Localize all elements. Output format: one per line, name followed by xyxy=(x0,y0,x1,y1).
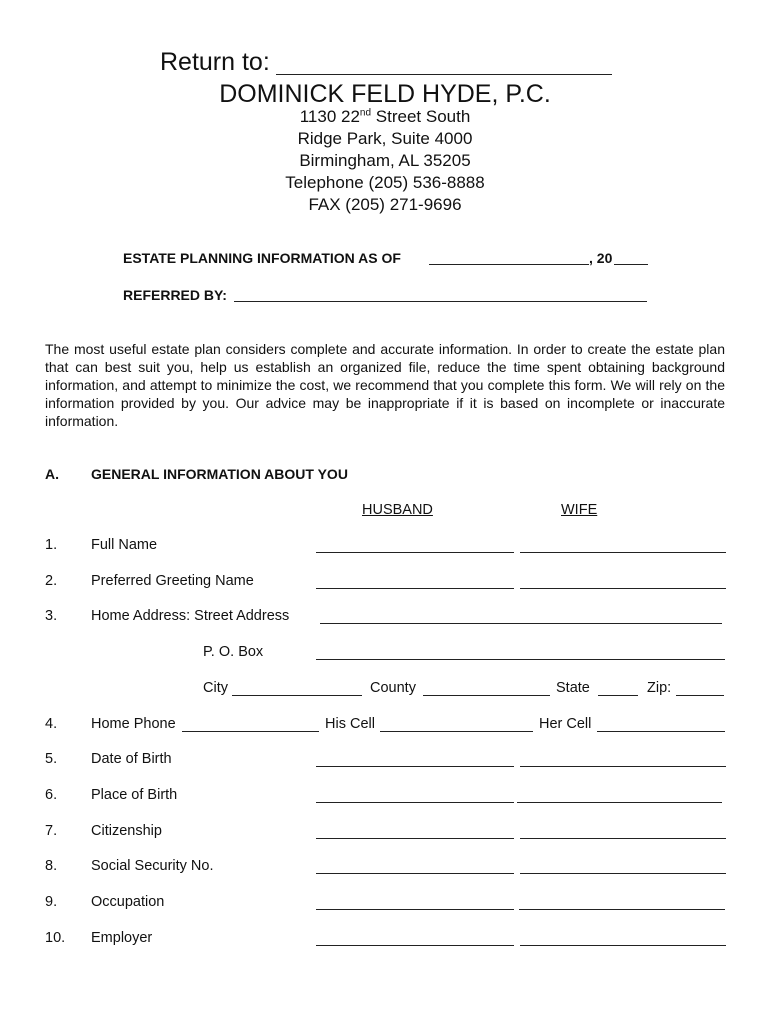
greeting-name-wife-field[interactable] xyxy=(520,588,726,589)
item-number: 3. xyxy=(45,608,58,624)
city-label: City xyxy=(203,680,228,696)
employer-label: Employer xyxy=(91,930,153,946)
item-number: 2. xyxy=(45,573,58,589)
estate-year-field[interactable] xyxy=(614,264,648,265)
referred-by-label: REFERRED BY: xyxy=(123,287,227,303)
his-cell-label: His Cell xyxy=(325,716,375,732)
column-wife: WIFE xyxy=(561,502,598,518)
occupation-wife-field[interactable] xyxy=(519,909,725,910)
her-cell-field[interactable] xyxy=(597,731,725,732)
estate-info-label: ESTATE PLANNING INFORMATION AS OF xyxy=(123,250,401,266)
dob-wife-field[interactable] xyxy=(520,766,726,767)
intro-paragraph: The most useful estate plan considers complete and accurate information. In order to create the estate plan that can best suit you, help us establish an organized file, reduce the time spent obtaining background information, and attempt to minimize the cost, we recommend that you complete this form. We will rely on the information provided by you. Our advice may be inappropriate if it is based on incomplete or inaccurate information. xyxy=(45,341,725,429)
occupation-husband-field[interactable] xyxy=(316,909,514,910)
po-box-field[interactable] xyxy=(316,659,725,660)
item-number: 4. xyxy=(45,716,58,732)
return-to-field[interactable] xyxy=(276,74,612,75)
ssn-husband-field[interactable] xyxy=(316,873,514,874)
ssn-label: Social Security No. xyxy=(91,858,214,874)
street-address-field[interactable] xyxy=(320,623,722,624)
address-line2: Ridge Park, Suite 4000 xyxy=(297,129,473,148)
home-phone-label: Home Phone xyxy=(91,716,176,732)
citizenship-husband-field[interactable] xyxy=(316,838,514,839)
full-name-husband-field[interactable] xyxy=(316,552,514,553)
full-name-label: Full Name xyxy=(91,537,158,553)
state-field[interactable] xyxy=(598,695,638,696)
estate-date-field[interactable] xyxy=(429,264,589,265)
date-of-birth-label: Date of Birth xyxy=(91,751,172,767)
item-number: 9. xyxy=(45,894,58,910)
zip-label: Zip: xyxy=(647,680,672,696)
pob-husband-field[interactable] xyxy=(316,802,514,803)
employer-wife-field[interactable] xyxy=(520,945,726,946)
telephone: Telephone (205) 536-8888 xyxy=(285,173,485,192)
return-to-label: Return to: xyxy=(160,48,270,76)
item-number: 5. xyxy=(45,751,58,767)
column-husband: HUSBAND xyxy=(362,502,433,518)
his-cell-field[interactable] xyxy=(380,731,533,732)
citizenship-label: Citizenship xyxy=(91,823,162,839)
address-city: Birmingham, AL 35205 xyxy=(299,151,471,170)
referred-by-field[interactable] xyxy=(234,301,647,302)
item-number: 7. xyxy=(45,823,58,839)
firm-name: DOMINICK FELD HYDE, P.C. xyxy=(219,80,551,108)
item-number: 6. xyxy=(45,787,58,803)
item-number: 1. xyxy=(45,537,58,553)
citizenship-wife-field[interactable] xyxy=(520,838,726,839)
ssn-wife-field[interactable] xyxy=(520,873,726,874)
county-field[interactable] xyxy=(423,695,550,696)
state-label: State xyxy=(556,680,590,696)
estate-year-prefix: , 20 xyxy=(589,250,613,266)
street-address-label: Home Address: Street Address xyxy=(91,608,290,624)
her-cell-label: Her Cell xyxy=(539,716,592,732)
county-label: County xyxy=(370,680,416,696)
occupation-label: Occupation xyxy=(91,894,165,910)
po-box-label: P. O. Box xyxy=(203,644,264,660)
place-of-birth-label: Place of Birth xyxy=(91,787,178,803)
greeting-name-label: Preferred Greeting Name xyxy=(91,573,254,589)
item-number: 10. xyxy=(45,930,66,946)
fax: FAX (205) 271-9696 xyxy=(308,195,462,214)
employer-husband-field[interactable] xyxy=(316,945,514,946)
pob-wife-field[interactable] xyxy=(517,802,722,803)
section-title: GENERAL INFORMATION ABOUT YOU xyxy=(91,466,348,482)
dob-husband-field[interactable] xyxy=(316,766,514,767)
zip-field[interactable] xyxy=(676,695,724,696)
city-field[interactable] xyxy=(232,695,362,696)
full-name-wife-field[interactable] xyxy=(520,552,726,553)
home-phone-field[interactable] xyxy=(182,731,319,732)
item-number: 8. xyxy=(45,858,58,874)
address-street: 1130 22nd Street South xyxy=(299,107,471,126)
greeting-name-husband-field[interactable] xyxy=(316,588,514,589)
section-letter: A. xyxy=(45,466,59,482)
